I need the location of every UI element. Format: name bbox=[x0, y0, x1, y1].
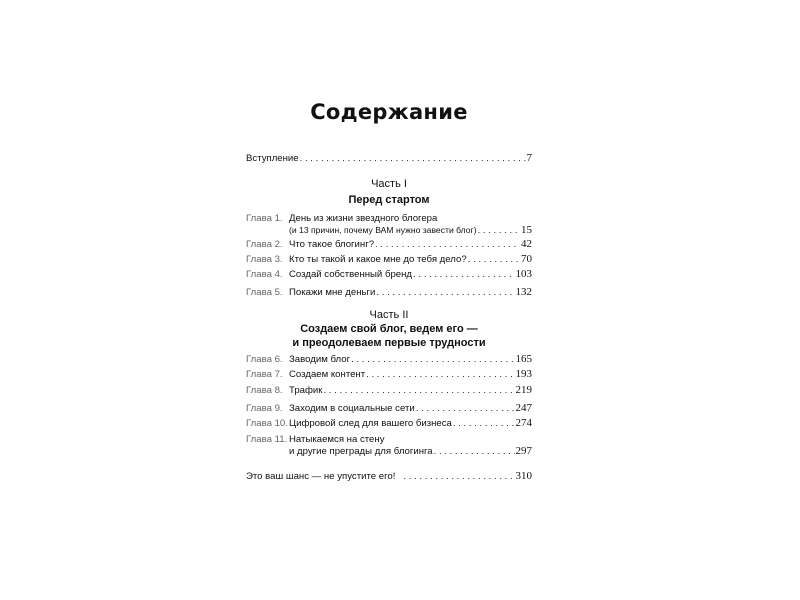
dot-leader bbox=[376, 287, 514, 299]
toc-entry-text: Натыкаемся на стену bbox=[289, 434, 385, 445]
toc-entry-text: Покажи мне деньги bbox=[289, 287, 376, 298]
toc-entry-chapter-8[interactable] bbox=[246, 384, 532, 397]
dot-leader bbox=[468, 254, 520, 266]
toc-entry-chapter-9[interactable] bbox=[246, 402, 532, 415]
chapter-number: Глава 3. bbox=[246, 254, 283, 265]
dot-leader bbox=[403, 471, 514, 483]
chapter-number: Глава 10. bbox=[246, 418, 288, 429]
toc-page-number: 297 bbox=[515, 445, 532, 457]
toc-entry-text: Заводим блог bbox=[289, 354, 351, 365]
toc-entry-chapter-5[interactable] bbox=[246, 286, 532, 299]
toc-page-number: 42 bbox=[521, 238, 532, 250]
toc-entry-text: Цифровой след для вашего бизнеса bbox=[289, 418, 452, 429]
dot-leader bbox=[453, 418, 515, 430]
chapter-number: Глава 4. bbox=[246, 269, 283, 280]
toc-entry-text: Создаем контент bbox=[289, 369, 366, 380]
toc-entry-outro[interactable] bbox=[246, 470, 532, 483]
toc-entry-subtext: (и 13 причин, почему ВАМ нужно завести блог) bbox=[289, 225, 477, 235]
toc-entry-text: День из жизни звездного блогера bbox=[289, 213, 438, 224]
dot-leader bbox=[434, 446, 515, 458]
toc-entry-text: Создай собственный бренд bbox=[289, 269, 413, 280]
toc-entry-subtext: и другие преграды для блогинга bbox=[289, 446, 433, 457]
toc-entry-intro[interactable] bbox=[246, 152, 532, 165]
toc-entry-chapter-10[interactable] bbox=[246, 417, 532, 430]
toc-page-number: 103 bbox=[515, 268, 532, 280]
toc-entry-text: Это ваш шанс — не упустите его! bbox=[246, 471, 396, 482]
chapter-number: Глава 1. bbox=[246, 213, 283, 224]
toc-page-number: 165 bbox=[515, 353, 532, 365]
toc-entry-chapter-4[interactable] bbox=[246, 268, 532, 281]
chapter-number: Глава 5. bbox=[246, 287, 283, 298]
toc-entry-chapter-1-cont[interactable] bbox=[289, 224, 532, 237]
toc-page-number: 7 bbox=[526, 152, 532, 164]
dot-leader bbox=[351, 354, 514, 366]
toc-entry-text: Заходим в социальные сети bbox=[289, 403, 415, 414]
toc-entry-chapter-2[interactable] bbox=[246, 238, 532, 251]
toc-page-number: 193 bbox=[515, 368, 532, 380]
chapter-number: Глава 7. bbox=[246, 369, 283, 380]
toc-page-number: 70 bbox=[521, 253, 532, 265]
toc-entry-chapter-7[interactable] bbox=[246, 368, 532, 381]
chapter-number: Глава 2. bbox=[246, 239, 283, 250]
toc-page-number: 274 bbox=[515, 417, 532, 429]
toc-entry-text: Трафик bbox=[289, 385, 323, 396]
page-title: Содержание bbox=[310, 100, 468, 124]
toc-page-number: 219 bbox=[515, 384, 532, 396]
toc-page-number: 132 bbox=[515, 286, 532, 298]
part-title-line-2: и преодолеваем первые трудности bbox=[292, 337, 486, 349]
dot-leader bbox=[323, 385, 514, 397]
chapter-number: Глава 8. bbox=[246, 385, 283, 396]
toc-entry-chapter-11-cont[interactable] bbox=[289, 445, 532, 458]
toc-entry-chapter-3[interactable] bbox=[246, 253, 532, 266]
part-label: Часть I bbox=[371, 178, 407, 190]
part-title: Перед стартом bbox=[348, 194, 430, 206]
chapter-number: Глава 11. bbox=[246, 434, 288, 445]
part-label: Часть II bbox=[369, 309, 409, 321]
chapter-number: Глава 6. bbox=[246, 354, 283, 365]
dot-leader bbox=[416, 403, 515, 415]
dot-leader bbox=[366, 369, 514, 381]
dot-leader bbox=[413, 269, 514, 281]
chapter-number: Глава 9. bbox=[246, 403, 283, 414]
toc-entry-text: Кто ты такой и какое мне до тебя дело? bbox=[289, 254, 467, 265]
dot-leader bbox=[300, 153, 526, 165]
dot-leader bbox=[478, 225, 520, 237]
toc-entry-text: Вступление bbox=[246, 153, 299, 164]
toc-page-number: 15 bbox=[521, 224, 532, 236]
toc-entry-text: Что такое блогинг? bbox=[289, 239, 375, 250]
dot-leader bbox=[375, 239, 520, 251]
toc-page-number: 310 bbox=[515, 470, 532, 482]
part-title-line-1: Создаем свой блог, ведем его — bbox=[300, 323, 478, 335]
toc-page-number: 247 bbox=[515, 402, 532, 414]
toc-entry-chapter-6[interactable] bbox=[246, 353, 532, 366]
